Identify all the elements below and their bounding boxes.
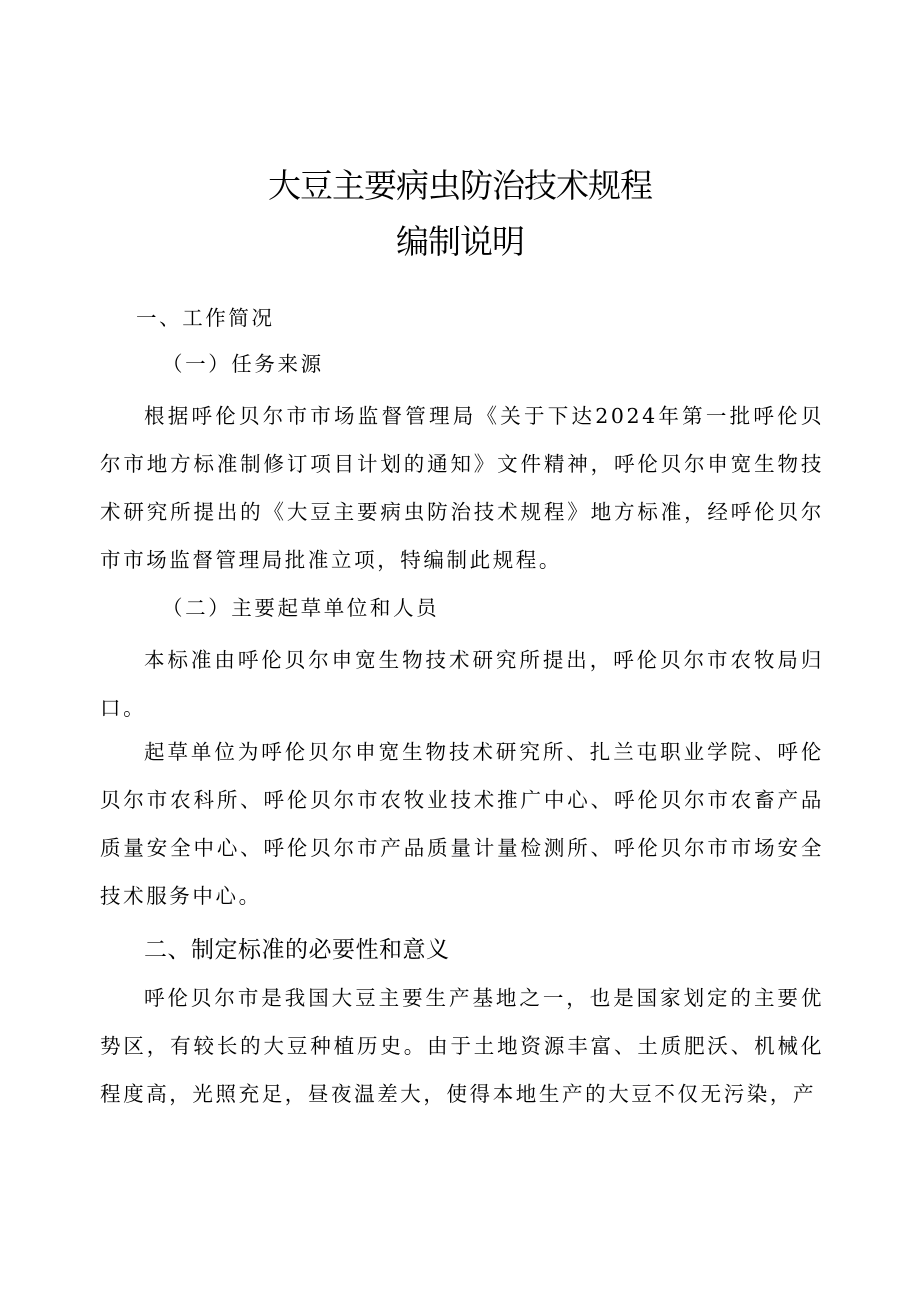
drafting-units-paragraph: 起草单位为呼伦贝尔申宽生物技术研究所、扎兰屯职业学院、呼伦贝尔市农科所、呼伦贝尔市农牧业技术推广中心、呼伦贝尔市农畜产品质量安全中心、呼伦贝尔市产品质量计量检测所、呼伦贝尔市市场安全技术服务中心。 bbox=[100, 740, 824, 908]
subsection-2-heading: （二）主要起草单位和人员 bbox=[162, 596, 440, 620]
task-source-paragraph: 根据呼伦贝尔市市场监督管理局《关于下达2024年第一批呼伦贝尔市地方标准制修订项目计划的通知》文件精神，呼伦贝尔申宽生物技术研究所提出的《大豆主要病虫防治技术规程》地方标准，经呼伦贝尔市市场监督管理局批准立项，特编制此规程。 bbox=[100, 404, 824, 572]
document-subtitle: 编制说明 bbox=[396, 222, 524, 261]
subsection-1-heading: （一）任务来源 bbox=[162, 352, 324, 376]
section-1-heading: 一、工作简况 bbox=[136, 306, 275, 330]
necessity-paragraph: 呼伦贝尔市是我国大豆主要生产基地之一，也是国家划定的主要优势区，有较长的大豆种植历史。由于土地资源丰富、土质肥沃、机械化程度高，光照充足，昼夜温差大，使得本地生产的大豆不仅无污染，产 bbox=[100, 986, 824, 1106]
proposer-paragraph: 本标准由呼伦贝尔申宽生物技术研究所提出，呼伦贝尔市农牧局归口。 bbox=[100, 648, 824, 720]
document-title: 大豆主要病虫防治技术规程 bbox=[268, 166, 652, 205]
section-2-heading: 二、制定标准的必要性和意义 bbox=[144, 937, 450, 963]
